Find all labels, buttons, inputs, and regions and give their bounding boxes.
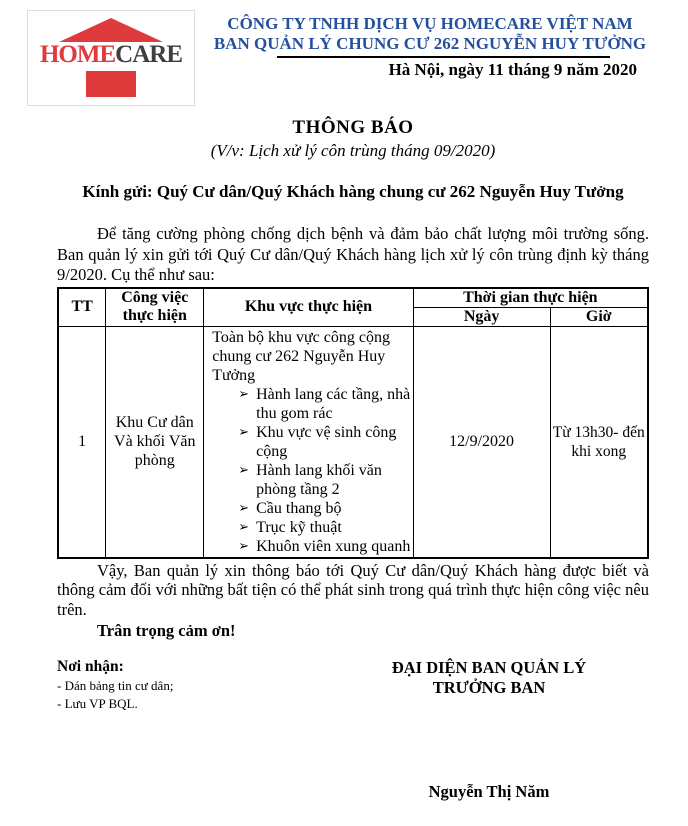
list-item — [212, 385, 410, 423]
arrow-bullet-icon: ➢ — [238, 462, 250, 478]
arrow-bullet-icon: ➢ — [238, 386, 250, 402]
footer-columns — [57, 658, 649, 712]
list-item — [212, 518, 410, 537]
cell-tt: 1 — [58, 326, 106, 558]
company-name-line: CÔNG TY TNHH DỊCH VỤ HOMECARE VIỆT NAM — [227, 14, 633, 33]
col-header-date: Ngày — [413, 307, 550, 326]
cell-date: 12/9/2020 — [413, 326, 550, 558]
list-item-label: Hành lang các tầng, nhà thu gom rác — [256, 385, 411, 422]
signature-role-line: ĐẠI DIỆN BAN QUẢN LÝ — [391, 658, 587, 677]
col-header-hour: Giờ — [550, 307, 648, 326]
list-item-label: Hành lang khối văn phòng tầng 2 — [256, 461, 382, 498]
page-title: THÔNG BÁO — [292, 117, 414, 138]
header-divider — [277, 56, 610, 58]
cell-task: Khu Cư dân Và khối Văn phòng — [106, 326, 204, 558]
col-header-time: Thời gian thực hiện — [413, 288, 648, 308]
logo-care-text: CARE — [115, 41, 182, 68]
area-bullet-list — [212, 385, 410, 556]
list-item-label: Trục kỹ thuật — [256, 518, 342, 536]
intro-paragraph: Để tăng cường phòng chống dịch bệnh và đảm bảo chất lượng môi trường sống. Ban quản lý xin gửi tới Quý Cư dân/Quý Khách hàng lịch xử lý côn trùng định kỳ tháng 9/2020. Cụ thể như sau: — [57, 224, 649, 284]
area-intro: Toàn bộ khu vực công cộng chung cư 262 Nguyễn Huy Tưởng — [212, 328, 390, 384]
homecare-logo — [27, 10, 195, 106]
table-row — [58, 326, 648, 558]
recipients-block — [57, 658, 287, 712]
recipients-list — [57, 678, 287, 712]
logo-wordmark — [28, 41, 194, 69]
signature-position-line: TRƯỞNG BAN — [432, 678, 546, 697]
col-header-task: Công việc thực hiện — [106, 288, 204, 327]
recipients-label: Nơi nhận: — [57, 658, 124, 675]
company-header — [205, 14, 655, 54]
page-subtitle: (V/v: Lịch xử lý côn trùng tháng 09/2020) — [210, 141, 496, 160]
list-item-label: Khuôn viên xung quanh — [256, 537, 411, 555]
schedule-table — [57, 287, 649, 559]
arrow-bullet-icon: ➢ — [238, 519, 250, 535]
arrow-bullet-icon: ➢ — [238, 424, 250, 440]
list-item — [212, 537, 410, 556]
list-item-label: Khu vực vệ sinh công cộng — [256, 423, 397, 460]
document-body — [57, 117, 649, 802]
list-item-label: Cầu thang bộ — [256, 499, 342, 517]
signature-title-block — [329, 658, 649, 712]
col-header-tt: TT — [58, 288, 106, 327]
list-item — [212, 461, 410, 499]
management-board-line: BAN QUẢN LÝ CHUNG CƯ 262 NGUYỄN HUY TƯỞNG — [213, 34, 647, 53]
cell-hour: Từ 13h30- đến khi xong — [550, 326, 648, 558]
logo-roof-icon — [59, 18, 163, 42]
list-item — [212, 499, 410, 518]
col-header-area: Khu vực thực hiện — [204, 288, 413, 327]
arrow-bullet-icon: ➢ — [238, 538, 250, 554]
arrow-bullet-icon: ➢ — [238, 500, 250, 516]
closing-paragraph: Vậy, Ban quản lý xin thông báo tới Quý Cư dân/Quý Khách hàng được biết và thông cảm đối với những bất tiện có thể phát sinh trong quá trình thực hiện công việc nêu trên. — [57, 560, 649, 619]
logo-base-icon — [86, 71, 136, 97]
thanks-line: Trân trọng cảm ơn! — [97, 621, 236, 640]
list-item — [212, 423, 410, 461]
logo-home-text: HOME — [39, 41, 116, 68]
table-header-row — [58, 288, 648, 308]
date-line: Hà Nội, ngày 11 tháng 9 năm 2020 — [388, 60, 637, 79]
list-item: - Dán bảng tin cư dân; — [57, 678, 174, 693]
cell-area — [204, 326, 413, 558]
list-item: - Lưu VP BQL. — [57, 696, 138, 711]
signatory-name: Nguyễn Thị Năm — [428, 782, 550, 801]
salutation-line: Kính gửi: Quý Cư dân/Quý Khách hàng chung cư 262 Nguyễn Huy Tưởng — [82, 182, 624, 201]
